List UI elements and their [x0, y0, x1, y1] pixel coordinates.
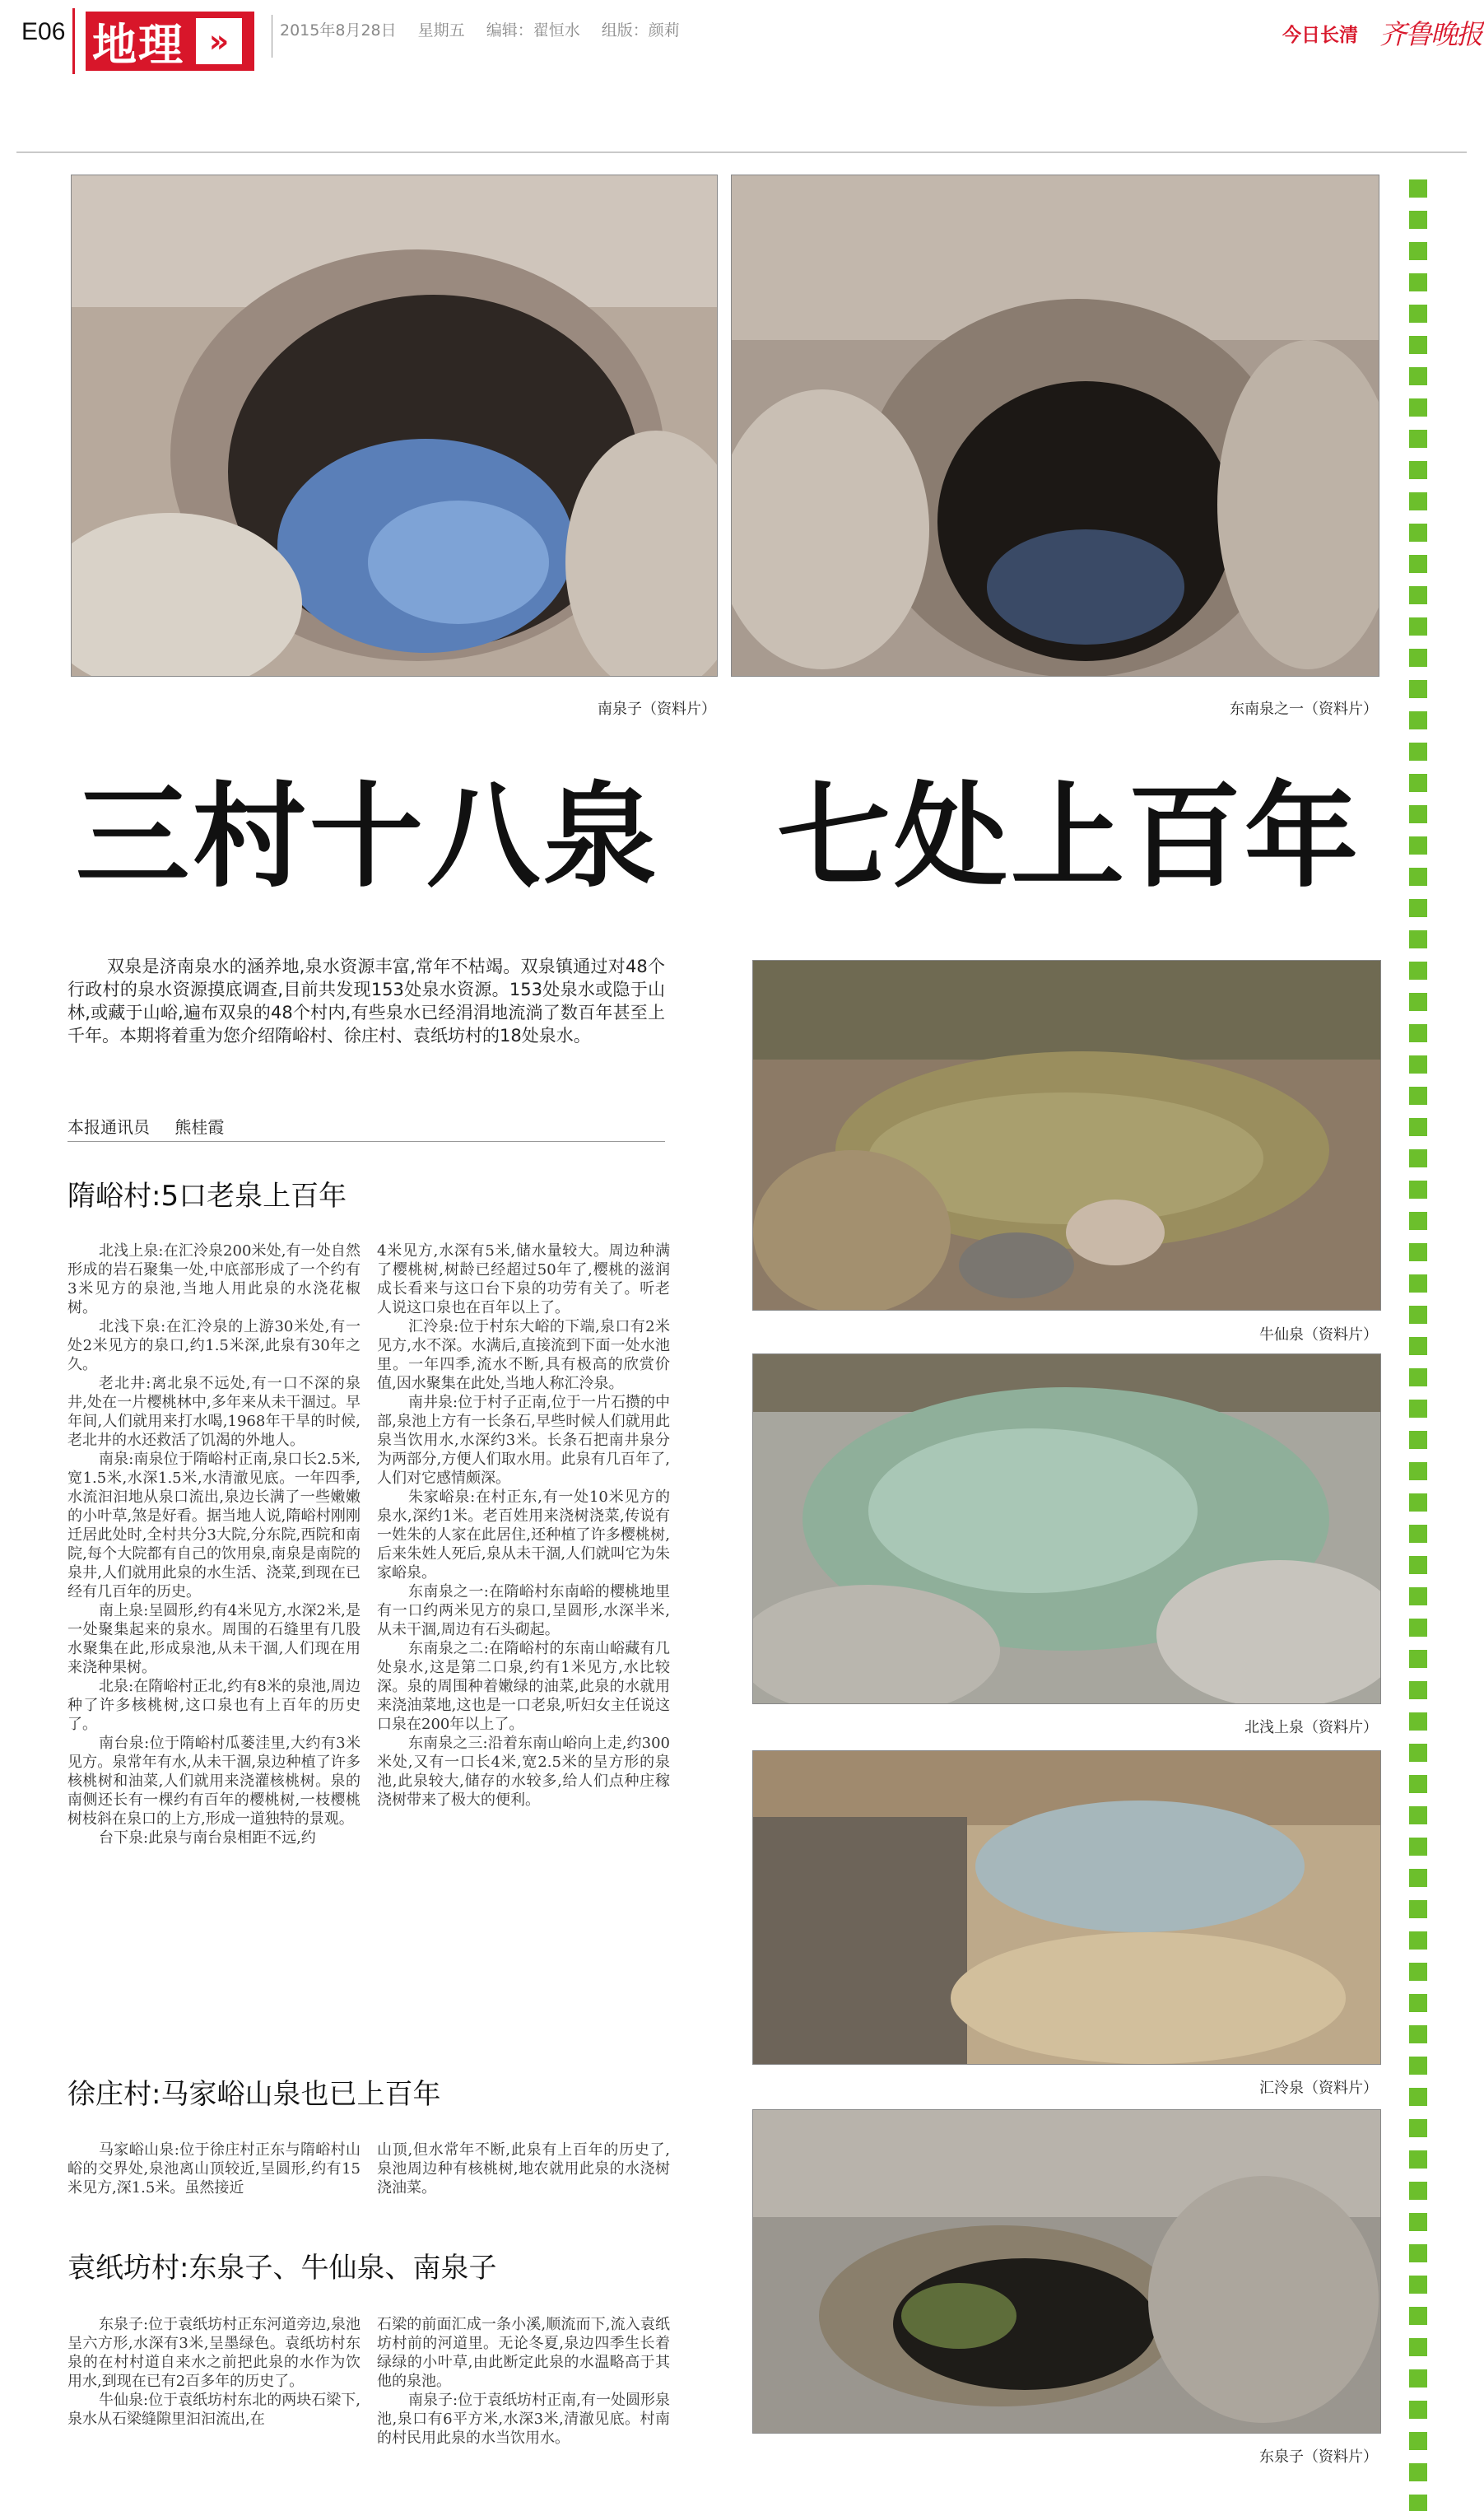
decorative-dashed-border [1409, 179, 1427, 2511]
caption-huilingquan: 汇泠泉（资料片） [1259, 2080, 1378, 2097]
issue-weekday: 星期五 [417, 21, 465, 40]
caption-nanquanzi: 南泉子（资料片） [598, 701, 716, 718]
issue-meta [280, 18, 696, 40]
paragraph: 老北井:离北泉不远处,有一口不深的泉井,处在一片樱桃林中,多年来从未干涸过。早年间,人们就用来打水喝,1968年干旱的时候,老北井的水还救活了饥渴的外地人。 [67, 1375, 361, 1449]
paragraph: 牛仙泉:位于袁纸坊村东北的两块石梁下,泉水从石梁缝隙里汩汩流出,在 [67, 2392, 361, 2428]
page-number: E06 [21, 18, 66, 45]
section-xuzhuang-col2 [377, 2141, 670, 2197]
byline-name: 熊桂霞 [174, 1117, 225, 1137]
byline-label: 本报通讯员 [67, 1117, 150, 1137]
caption-dongnanquan: 东南泉之一（资料片） [1230, 701, 1378, 718]
paragraph: 东南泉之三:沿着东南山峪向上走,约300米处,又有一口长4米,宽2.5米的呈方形的泉池,此泉较大,储存的水较多,给人们点种庄稼浇树带来了极大的便利。 [377, 1735, 670, 1809]
editor-credit: 编辑：翟恒水 [486, 21, 580, 40]
caption-dongquanzi: 东泉子（资料片） [1259, 2448, 1378, 2466]
paragraph: 南泉子:位于袁纸坊村正南,有一处圆形泉池,泉口有6平方米,水深3米,清澈见底。村南的村民用此泉的水当饮用水。 [377, 2392, 670, 2447]
paragraph: 南泉:南泉位于隋峪村正南,泉口长2.5米,宽1.5米,水深1.5米,水清澈见底。一年四季,水流汩汩地从泉口流出,泉边长满了一些嫩嫩的小叶草,煞是好看。据当地人说,隋峪村刚刚迁居此处时,全村共分3大院,分东院,西院和南院,每个大院都有自己的饮用泉,南泉是南院的泉井,人们就用此泉的水生活、浇菜,到现在已经有几百年的历史。 [67, 1451, 361, 1600]
paragraph: 东南泉之一:在隋峪村东南峪的樱桃地里有一口约两米见方的泉口,呈圆形,水深半米,从未干涸,周边有石头砌起。 [377, 1583, 670, 1638]
photo-nanquanzi [71, 175, 718, 677]
byline-rule [67, 1141, 665, 1142]
caption-beiqianshangquan: 北浅上泉（资料片） [1244, 1719, 1378, 1736]
paragraph: 北浅下泉:在汇泠泉的上游30米处,有一处2米见方的泉口,约1.5米深,此泉有30年之久。 [67, 1318, 361, 1373]
paragraph: 东泉子:位于袁纸坊村正东河道旁边,泉池呈六方形,水深有3米,呈墨绿色。袁纸坊村东泉的在村村道自来水之前把此泉的水作为饮用水,到现在已有2百多年的历史了。 [67, 2316, 361, 2390]
paragraph: 4米见方,水深有5米,储水量较大。周边种满了樱桃树,树龄已经超过50年了,樱桃的滋润成长看来与这口台下泉的功劳有关了。听老人说这口泉也在百年以上了。 [377, 1242, 670, 1316]
section-yuanzhifang-col2 [377, 2315, 670, 2448]
section-title-suiyu: 隋峪村:5口老泉上百年 [67, 1180, 347, 1213]
paragraph: 南井泉:位于村子正南,位于一片石攒的中部,泉池上方有一长条石,早些时候人们就用此泉当饮用水,水深约3米。长条石把南井泉分为两部分,方便人们取水用。此泉有几百年了,人们对它感情颇深。 [377, 1394, 670, 1487]
paragraph: 北泉:在隋峪村正北,约有8米的泉池,周边种了许多核桃树,这口泉也有上百年的历史了。 [67, 1678, 361, 1733]
section-xuzhuang-col1 [67, 2141, 361, 2197]
paragraph: 汇泠泉:位于村东大峪的下端,泉口有2米见方,水不深。水满后,直接流到下面一处水池里。一年四季,流水不断,具有极高的欣赏价值,因水聚集在此处,当地人称汇泠泉。 [377, 1318, 670, 1392]
section-yuanzhifang-col1 [67, 2315, 361, 2429]
intro-paragraph: 双泉是济南泉水的涵养地,泉水资源丰富,常年不枯竭。双泉镇通过对48个行政村的泉水资源摸底调查,目前共发现153处泉水资源。153处泉水或隐于山林,或藏于山峪,遍布双泉的48个村内,有些泉水已经涓涓地流淌了数百年甚至上千年。本期将着重为您介绍隋峪村、徐庄村、袁纸坊村的18处泉水。 [67, 957, 665, 1046]
photo-dongnanquan [731, 175, 1379, 677]
section-title: 地理 [92, 18, 184, 71]
caption-niuxianquan: 牛仙泉（资料片） [1259, 1326, 1378, 1344]
section-title-xuzhuang: 徐庄村:马家峪山泉也已上百年 [67, 2078, 441, 2111]
paragraph: 朱家峪泉:在村正东,有一处10米见方的泉水,深约1米。老百姓用来浇树浇菜,传说有一姓朱的人家在此居住,还种植了许多樱桃树,后来朱姓人死后,泉从未干涸,人们就叫它为朱家峪泉。 [377, 1488, 670, 1582]
paragraph: 石梁的前面汇成一条小溪,顺流而下,流入袁纸坊村前的河道里。无论冬夏,泉边四季生长着绿绿的小叶草,由此断定此泉的水温略高于其他的泉池。 [377, 2316, 670, 2390]
byline [67, 1114, 244, 1138]
header-rule [16, 151, 1467, 153]
newspaper-logo: 齐鲁晚报 [1379, 18, 1482, 50]
column-tag: 今日长清 [1282, 25, 1358, 46]
section-suiyu-col1 [67, 1242, 361, 1847]
paragraph: 南上泉:呈圆形,约有4米见方,水深2米,是一处聚集起来的泉水。周围的石缝里有几股水聚集在此,形成泉池,从未干涸,人们现在用来浇种果树。 [67, 1602, 361, 1676]
photo-niuxianquan [752, 960, 1381, 1311]
paragraph: 北浅上泉:在汇泠泉200米处,有一处自然形成的岩石聚集一处,中底部形成了一个约有3米见方的泉池,当地人用此泉的水浇花椒树。 [67, 1242, 361, 1316]
paragraph: 山顶,但水常年不断,此泉有上百年的历史了,泉池周边种有核桃树,地农就用此泉的水浇树浇油菜。 [377, 2141, 670, 2197]
headline: 三村十八泉 七处上百年 [76, 771, 1362, 903]
layout-credit: 组版：颜莉 [601, 21, 680, 40]
paragraph: 台下泉:此泉与南台泉相距不远,约 [99, 1829, 316, 1847]
double-chevron-right-icon: » [196, 18, 242, 64]
section-suiyu-col2 [377, 1242, 670, 1810]
section-title-yuanzhifang: 袁纸坊村:东泉子、牛仙泉、南泉子 [67, 2252, 497, 2285]
section-badge [86, 12, 254, 71]
paragraph: 马家峪山泉:位于徐庄村正东与隋峪村山峪的交界处,泉池离山顶较近,呈圆形,约有15米见方,深1.5米。虽然接近 [67, 2141, 361, 2197]
header-divider [72, 8, 75, 74]
paragraph: 南台泉:位于隋峪村瓜蒌洼里,大约有3米见方。泉常年有水,从未干涸,泉边种植了许多核桃树和油菜,人们就用来浇灌核桃树。泉的南侧还长有一棵约有百年的樱桃树,一枝樱桃树枝斜在泉口的上方,形成一道独特的景观。 [67, 1735, 361, 1828]
issue-date: 2015年8月28日 [280, 21, 397, 40]
photo-beiqianshangquan [752, 1353, 1381, 1704]
paragraph: 东南泉之二:在隋峪村的东南山峪藏有几处泉水,这是第二口泉,约有1米见方,水比较深。泉的周围种着嫩绿的油菜,此泉的水就用来浇油菜地,这也是一口老泉,听妇女主任说这口泉在200年以上了。 [377, 1640, 670, 1733]
photo-huilingquan [752, 1750, 1381, 2065]
photo-dongquanzi [752, 2109, 1381, 2434]
